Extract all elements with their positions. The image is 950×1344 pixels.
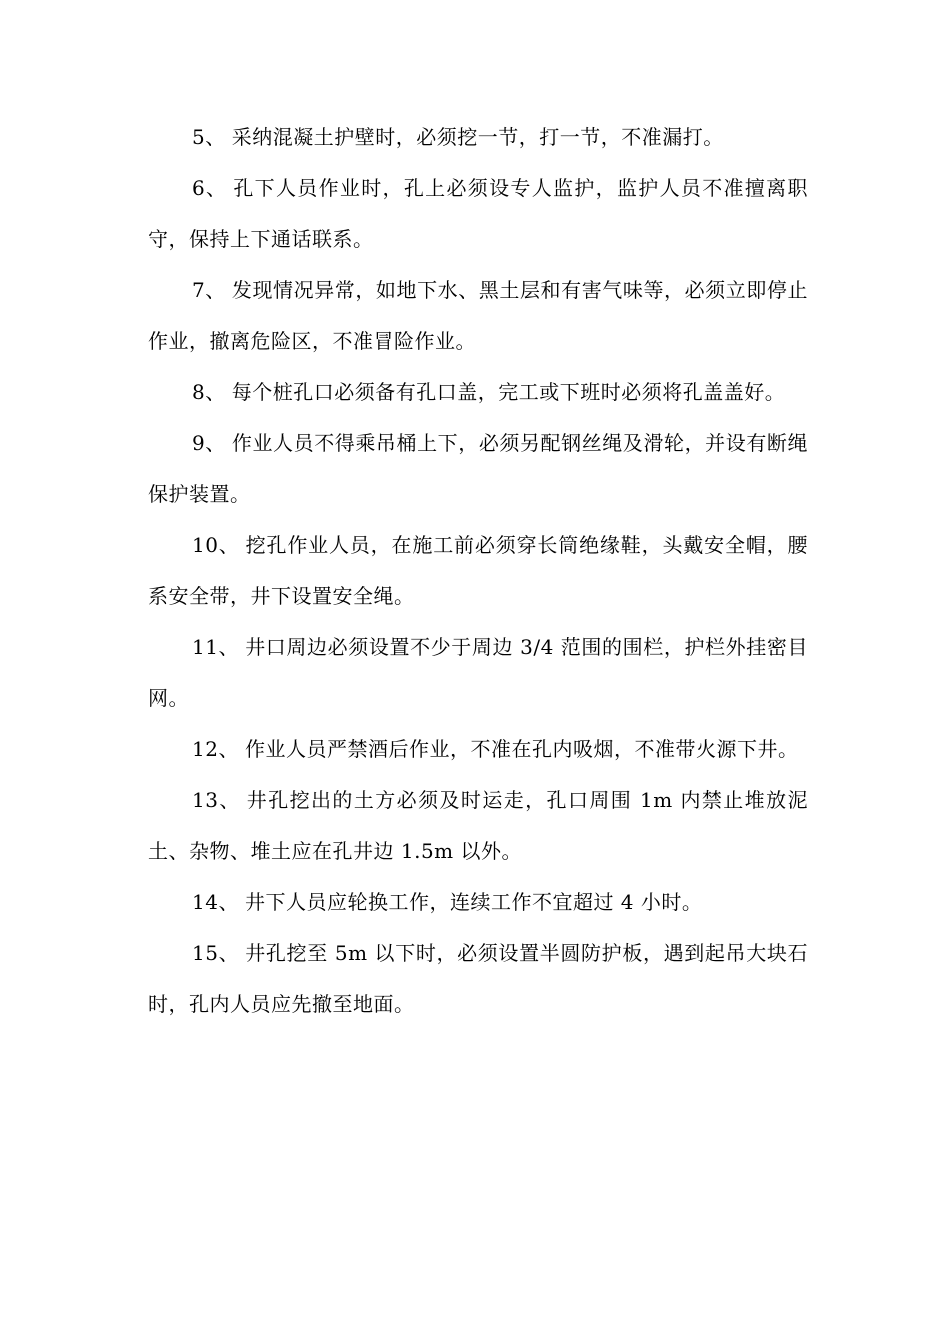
paragraph-item-5	[148, 112, 808, 163]
paragraph-item-14	[148, 877, 808, 928]
paragraph-item-6	[148, 163, 808, 265]
paragraph-item-7	[148, 265, 808, 367]
item-text: 每个桩孔口必须备有孔口盖，完工或下班时必须将孔盖盖好。	[231, 380, 786, 404]
item-text: 作业人员严禁酒后作业，不准在孔内吸烟，不准带火源下井。	[244, 737, 799, 761]
item-number: 8、	[192, 380, 226, 404]
item-number: 13、	[192, 788, 241, 812]
item-number: 14、	[192, 890, 239, 914]
item-text: 作业人员不得乘吊桶上下，必须另配钢丝绳及滑轮，并设有断绳保护装置。	[148, 431, 808, 506]
item-number: 5、	[192, 125, 226, 149]
item-number: 15、	[192, 941, 240, 965]
paragraph-item-8	[148, 367, 808, 418]
item-number: 11、	[192, 635, 240, 659]
item-number: 6、	[192, 176, 228, 200]
item-text: 孔下人员作业时，孔上必须设专人监护，监护人员不准擅离职守，保持上下通话联系。	[148, 176, 808, 251]
paragraph-item-15	[148, 928, 808, 1030]
paragraph-item-12	[148, 724, 808, 775]
item-number: 10、	[192, 533, 240, 557]
item-text: 井口周边必须设置不少于周边 3/4 范围的围栏，护栏外挂密目网。	[148, 635, 809, 710]
paragraph-item-13	[148, 775, 808, 877]
paragraph-item-11	[148, 622, 808, 724]
item-text: 井下人员应轮换工作，连续工作不宜超过 4 小时。	[244, 890, 703, 914]
item-text: 井孔挖至 5m 以下时，必须设置半圆防护板，遇到起吊大块石时，孔内人员应先撤至地面。	[148, 941, 808, 1016]
item-text: 井孔挖出的土方必须及时运走，孔口周围 1m 内禁止堆放泥土、杂物、堆土应在孔井边 1.5m 以外。	[148, 788, 809, 863]
item-number: 7、	[192, 278, 226, 302]
item-number: 9、	[192, 431, 226, 455]
item-text: 挖孔作业人员，在施工前必须穿长筒绝缘鞋，头戴安全帽，腰系安全带，井下设置安全绳。	[148, 533, 809, 608]
paragraph-item-9	[148, 418, 808, 520]
document-body	[148, 112, 808, 1030]
item-number: 12、	[192, 737, 239, 761]
item-text: 采纳混凝土护壁时，必须挖一节，打一节，不准漏打。	[231, 125, 724, 149]
item-text: 发现情况异常，如地下水、黑土层和有害气味等，必须立即停止作业，撤离危险区，不准冒险作业。	[148, 278, 808, 353]
paragraph-item-10	[148, 520, 808, 622]
